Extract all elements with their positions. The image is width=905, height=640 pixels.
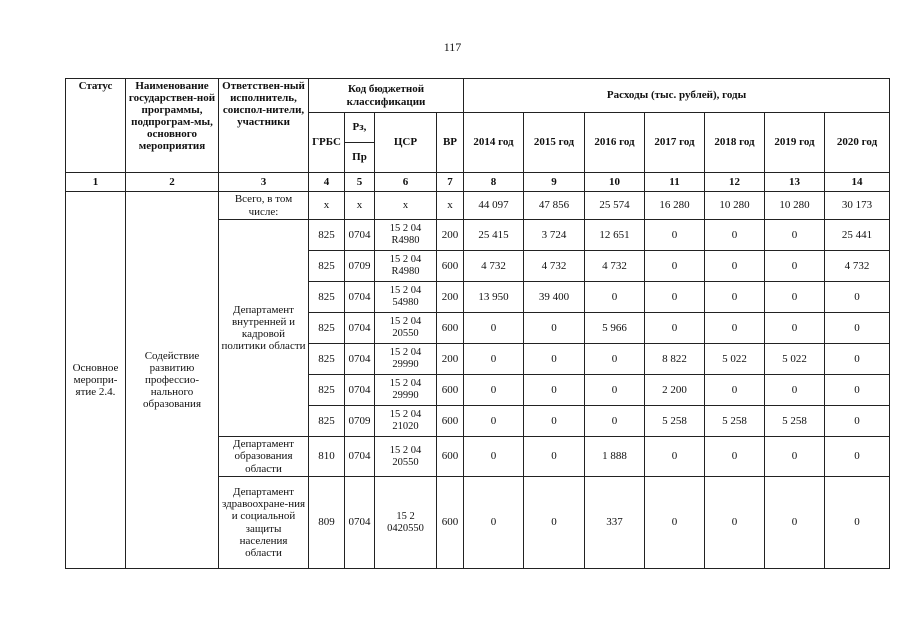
header-vr: ВР [437, 113, 464, 173]
csr-cell: 15 2 04 54980 [375, 282, 437, 313]
header-rz: Рз, [345, 113, 375, 143]
status-cell: Основное меропри-ятие 2.4. [66, 192, 126, 569]
value-cell: 0 [705, 313, 765, 344]
value-cell: 44 097 [464, 192, 524, 220]
value-cell: 0 [765, 437, 825, 477]
column-number: 11 [645, 173, 705, 192]
table-row [66, 192, 890, 220]
grbs-cell: 825 [309, 375, 345, 406]
value-cell: 0 [645, 282, 705, 313]
vr-cell: 200 [437, 344, 464, 375]
header-status: Статус [66, 79, 126, 173]
value-cell: 0 [464, 313, 524, 344]
vr-cell: 200 [437, 220, 464, 251]
value-cell: 25 441 [825, 220, 890, 251]
column-number: 10 [585, 173, 645, 192]
grbs-cell: х [309, 192, 345, 220]
header-grbs: ГРБС [309, 113, 345, 173]
value-cell: 0 [825, 406, 890, 437]
header-pr: Пр [345, 143, 375, 173]
value-cell: 0 [585, 282, 645, 313]
header-year-2018: 2018 год [705, 113, 765, 173]
csr-cell: 15 2 04 R4980 [375, 251, 437, 282]
csr-cell: х [375, 192, 437, 220]
value-cell: 0 [825, 437, 890, 477]
csr-cell: 15 2 04 20550 [375, 313, 437, 344]
value-cell: 0 [645, 437, 705, 477]
value-cell: 0 [705, 282, 765, 313]
value-cell: 337 [585, 477, 645, 569]
responsible-total: Всего, в том числе: [219, 192, 309, 220]
column-number: 13 [765, 173, 825, 192]
rzpr-cell: 0704 [345, 313, 375, 344]
value-cell: 0 [765, 375, 825, 406]
value-cell: 0 [705, 220, 765, 251]
header-year-2019: 2019 год [765, 113, 825, 173]
value-cell: 0 [645, 251, 705, 282]
rzpr-cell: 0704 [345, 477, 375, 569]
column-number: 12 [705, 173, 765, 192]
value-cell: 0 [825, 344, 890, 375]
rzpr-cell: 0704 [345, 220, 375, 251]
value-cell: 30 173 [825, 192, 890, 220]
value-cell: 0 [705, 477, 765, 569]
value-cell: 0 [765, 282, 825, 313]
column-number: 4 [309, 173, 345, 192]
value-cell: 0 [585, 406, 645, 437]
value-cell: 0 [524, 313, 585, 344]
vr-cell: 600 [437, 437, 464, 477]
header-year-2015: 2015 год [524, 113, 585, 173]
program-name-cell: Содействие развитию профессио-нального образования [126, 192, 219, 569]
value-cell: 10 280 [765, 192, 825, 220]
value-cell: 0 [524, 344, 585, 375]
column-number: 3 [219, 173, 309, 192]
grbs-cell: 825 [309, 406, 345, 437]
column-number: 6 [375, 173, 437, 192]
rzpr-cell: 0704 [345, 344, 375, 375]
vr-cell: 600 [437, 375, 464, 406]
csr-cell: 15 2 04 29990 [375, 375, 437, 406]
budget-table [65, 78, 890, 569]
table-body [66, 192, 890, 569]
rzpr-cell: 0709 [345, 406, 375, 437]
vr-cell: 600 [437, 477, 464, 569]
header-name: Наименование государствен-ной программы, подпрограм-мы, основного мероприятия [126, 79, 219, 173]
value-cell: 4 732 [585, 251, 645, 282]
csr-cell: 15 2 0420550 [375, 477, 437, 569]
value-cell: 0 [464, 406, 524, 437]
value-cell: 4 732 [464, 251, 524, 282]
grbs-cell: 825 [309, 220, 345, 251]
value-cell: 0 [464, 477, 524, 569]
value-cell: 0 [585, 375, 645, 406]
responsible-dept-health: Департамент здравоохране-ния и социальной защиты населения области [219, 477, 309, 569]
column-number: 14 [825, 173, 890, 192]
header-year-2016: 2016 год [585, 113, 645, 173]
value-cell: 16 280 [645, 192, 705, 220]
value-cell: 39 400 [524, 282, 585, 313]
vr-cell: 600 [437, 313, 464, 344]
grbs-cell: 810 [309, 437, 345, 477]
value-cell: 0 [524, 375, 585, 406]
value-cell: 0 [825, 375, 890, 406]
value-cell: 5 966 [585, 313, 645, 344]
grbs-cell: 825 [309, 313, 345, 344]
grbs-cell: 825 [309, 282, 345, 313]
rzpr-cell: 0709 [345, 251, 375, 282]
value-cell: 2 200 [645, 375, 705, 406]
header-year-2020: 2020 год [825, 113, 890, 173]
value-cell: 8 822 [645, 344, 705, 375]
rzpr-cell: 0704 [345, 375, 375, 406]
value-cell: 0 [765, 251, 825, 282]
value-cell: 4 732 [825, 251, 890, 282]
value-cell: 47 856 [524, 192, 585, 220]
column-number-row [66, 173, 890, 192]
value-cell: 5 258 [645, 406, 705, 437]
value-cell: 0 [524, 437, 585, 477]
header-year-2017: 2017 год [645, 113, 705, 173]
value-cell: 0 [765, 220, 825, 251]
value-cell: 25 574 [585, 192, 645, 220]
value-cell: 0 [705, 437, 765, 477]
value-cell: 0 [765, 477, 825, 569]
value-cell: 0 [464, 437, 524, 477]
value-cell: 0 [825, 477, 890, 569]
value-cell: 0 [524, 477, 585, 569]
value-cell: 4 732 [524, 251, 585, 282]
header-csr: ЦСР [375, 113, 437, 173]
column-number: 7 [437, 173, 464, 192]
value-cell: 5 022 [765, 344, 825, 375]
header-responsible: Ответствен-ный исполнитель, соиспол-нители, участники [219, 79, 309, 173]
vr-cell: х [437, 192, 464, 220]
value-cell: 0 [765, 313, 825, 344]
value-cell: 1 888 [585, 437, 645, 477]
page-number: 117 [443, 40, 462, 54]
grbs-cell: 825 [309, 344, 345, 375]
csr-cell: 15 2 04 20550 [375, 437, 437, 477]
vr-cell: 200 [437, 282, 464, 313]
csr-cell: 15 2 04 21020 [375, 406, 437, 437]
value-cell: 5 258 [765, 406, 825, 437]
responsible-dept-personnel: Департамент внутренней и кадровой политики области [219, 220, 309, 437]
value-cell: 0 [645, 477, 705, 569]
value-cell: 0 [524, 406, 585, 437]
csr-cell: 15 2 04 R4980 [375, 220, 437, 251]
vr-cell: 600 [437, 251, 464, 282]
value-cell: 5 258 [705, 406, 765, 437]
rzpr-cell: 0704 [345, 282, 375, 313]
column-number: 8 [464, 173, 524, 192]
column-number: 2 [126, 173, 219, 192]
value-cell: 13 950 [464, 282, 524, 313]
rzpr-cell: 0704 [345, 437, 375, 477]
value-cell: 3 724 [524, 220, 585, 251]
header-budget-code: Код бюджетной классификации [309, 79, 464, 113]
responsible-dept-education: Департамент образования области [219, 437, 309, 477]
vr-cell: 600 [437, 406, 464, 437]
value-cell: 0 [825, 313, 890, 344]
value-cell: 0 [464, 344, 524, 375]
value-cell: 0 [464, 375, 524, 406]
header-year-2014: 2014 год [464, 113, 524, 173]
grbs-cell: 825 [309, 251, 345, 282]
rzpr-cell: х [345, 192, 375, 220]
value-cell: 0 [645, 313, 705, 344]
value-cell: 5 022 [705, 344, 765, 375]
value-cell: 0 [585, 344, 645, 375]
header-expenses: Расходы (тыс. рублей), годы [464, 79, 890, 113]
table-header [66, 79, 890, 192]
column-number: 5 [345, 173, 375, 192]
value-cell: 0 [825, 282, 890, 313]
grbs-cell: 809 [309, 477, 345, 569]
value-cell: 12 651 [585, 220, 645, 251]
value-cell: 0 [645, 220, 705, 251]
column-number: 9 [524, 173, 585, 192]
column-number: 1 [66, 173, 126, 192]
value-cell: 10 280 [705, 192, 765, 220]
csr-cell: 15 2 04 29990 [375, 344, 437, 375]
value-cell: 0 [705, 375, 765, 406]
value-cell: 0 [705, 251, 765, 282]
value-cell: 25 415 [464, 220, 524, 251]
